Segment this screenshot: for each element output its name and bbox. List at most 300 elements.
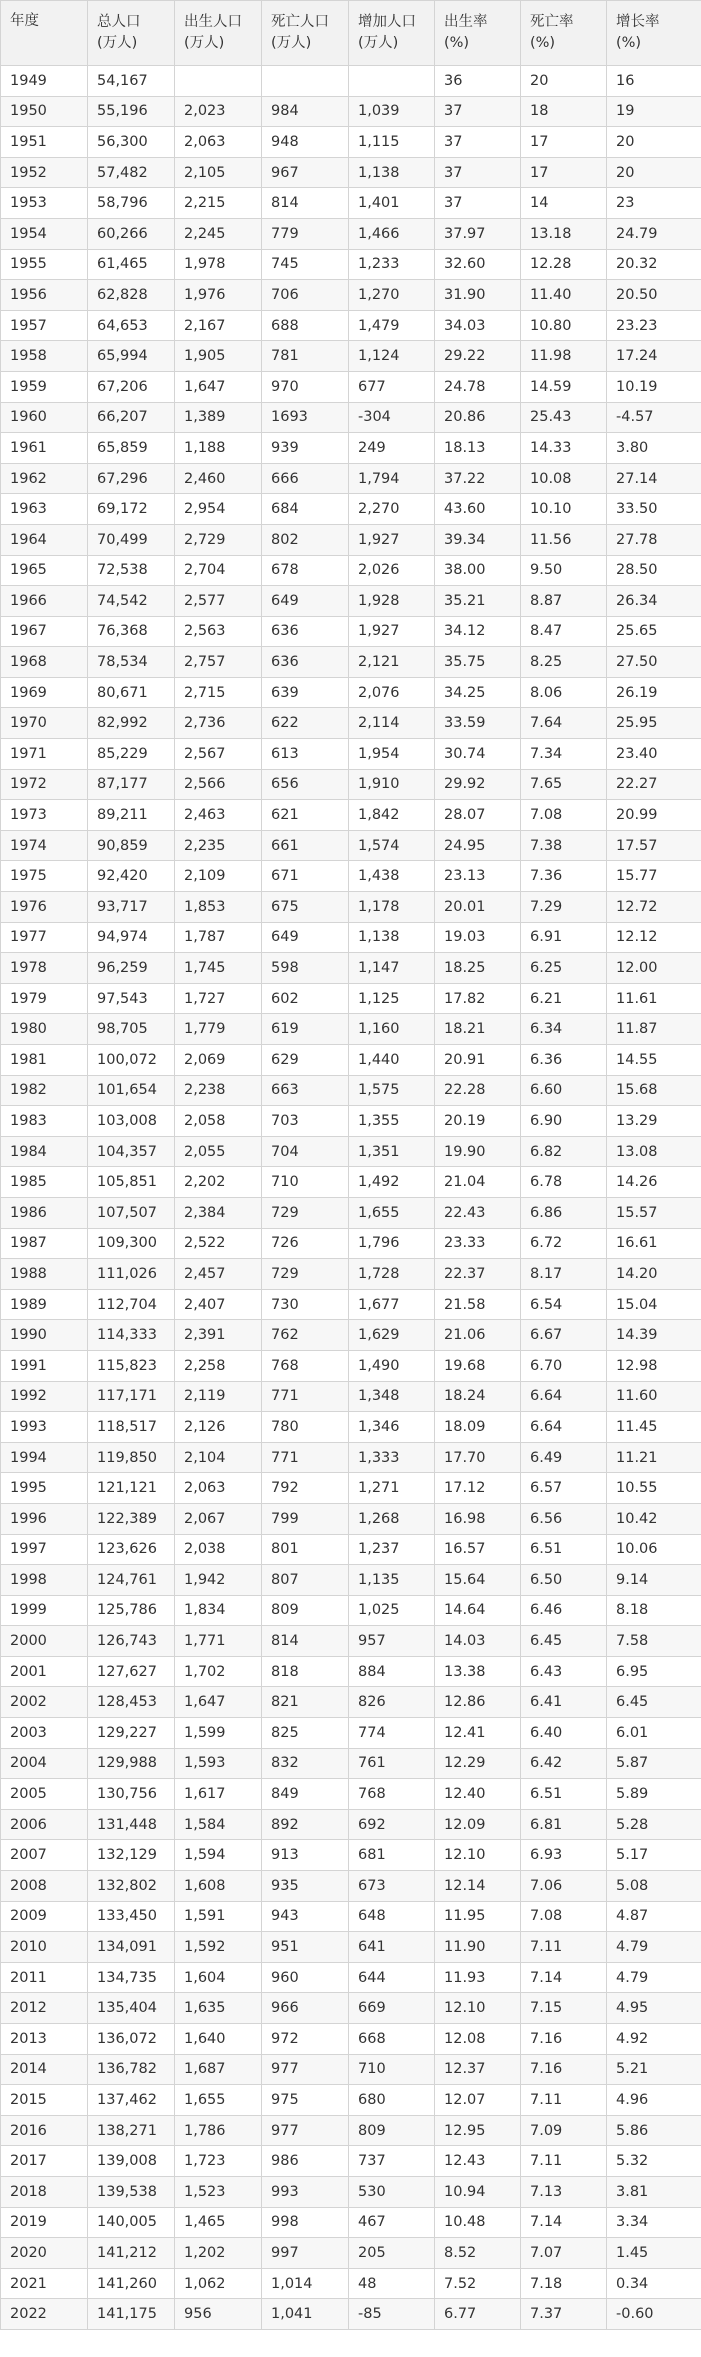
cell-growth-rate: 15.04 <box>607 1289 701 1320</box>
cell-births: 1,591 <box>175 1901 262 1932</box>
cell-year: 2021 <box>1 2268 88 2299</box>
cell-deaths <box>262 66 349 97</box>
cell-birth-rate: 12.10 <box>435 1993 521 2024</box>
cell-births: 2,055 <box>175 1136 262 1167</box>
cell-death-rate: 7.11 <box>521 1932 607 1963</box>
cell-growth-rate: 3.34 <box>607 2207 701 2238</box>
cell-year: 2020 <box>1 2238 88 2269</box>
cell-deaths: 726 <box>262 1228 349 1259</box>
cell-increase: 1,348 <box>349 1381 435 1412</box>
cell-births: 1,745 <box>175 953 262 984</box>
cell-increase: 1,138 <box>349 922 435 953</box>
table-row <box>1 1779 701 1810</box>
cell-deaths: 762 <box>262 1320 349 1351</box>
cell-deaths: 821 <box>262 1687 349 1718</box>
cell-growth-rate: 5.08 <box>607 1871 701 1902</box>
cell-year: 1972 <box>1 769 88 800</box>
cell-total-population: 139,538 <box>88 2176 175 2207</box>
cell-increase: 1,125 <box>349 983 435 1014</box>
cell-deaths: 613 <box>262 739 349 770</box>
cell-growth-rate: 27.14 <box>607 463 701 494</box>
cell-deaths: 1693 <box>262 402 349 433</box>
cell-year: 1987 <box>1 1228 88 1259</box>
cell-death-rate: 9.50 <box>521 555 607 586</box>
table-row <box>1 66 701 97</box>
table-row <box>1 2115 701 2146</box>
cell-deaths: 781 <box>262 341 349 372</box>
table-row <box>1 310 701 341</box>
cell-births: 1,523 <box>175 2176 262 2207</box>
cell-births: 1,723 <box>175 2146 262 2177</box>
cell-growth-rate: 20 <box>607 157 701 188</box>
cell-increase: 1,025 <box>349 1595 435 1626</box>
cell-increase: 884 <box>349 1656 435 1687</box>
cell-births: 2,715 <box>175 677 262 708</box>
cell-increase: 1,479 <box>349 310 435 341</box>
cell-death-rate: 7.18 <box>521 2268 607 2299</box>
cell-births: 1,188 <box>175 433 262 464</box>
cell-total-population: 126,743 <box>88 1626 175 1657</box>
cell-birth-rate: 34.25 <box>435 677 521 708</box>
cell-increase: 2,270 <box>349 494 435 525</box>
cell-year: 1960 <box>1 402 88 433</box>
cell-total-population: 74,542 <box>88 586 175 617</box>
cell-growth-rate: 23 <box>607 188 701 219</box>
cell-total-population: 137,462 <box>88 2085 175 2116</box>
cell-deaths: 639 <box>262 677 349 708</box>
cell-birth-rate: 12.08 <box>435 2024 521 2055</box>
cell-total-population: 141,212 <box>88 2238 175 2269</box>
cell-deaths: 913 <box>262 1840 349 1871</box>
cell-birth-rate: 16.57 <box>435 1534 521 1565</box>
cell-deaths: 975 <box>262 2085 349 2116</box>
cell-births: 1,787 <box>175 922 262 953</box>
cell-births: 2,058 <box>175 1106 262 1137</box>
cell-birth-rate: 29.92 <box>435 769 521 800</box>
header-label: 出生率 <box>444 14 488 30</box>
cell-total-population: 55,196 <box>88 96 175 127</box>
header-unit: (%) <box>444 35 470 51</box>
cell-total-population: 67,296 <box>88 463 175 494</box>
table-row <box>1 463 701 494</box>
table-row <box>1 800 701 831</box>
header-increase <box>349 1 435 66</box>
cell-total-population: 133,450 <box>88 1901 175 1932</box>
cell-death-rate: 17 <box>521 157 607 188</box>
cell-birth-rate: 12.95 <box>435 2115 521 2146</box>
cell-year: 1978 <box>1 953 88 984</box>
cell-total-population: 114,333 <box>88 1320 175 1351</box>
cell-births: 1,202 <box>175 2238 262 2269</box>
header-deaths <box>262 1 349 66</box>
cell-year: 2003 <box>1 1718 88 1749</box>
cell-year: 1956 <box>1 280 88 311</box>
cell-total-population: 136,782 <box>88 2054 175 2085</box>
header-year <box>1 1 88 66</box>
cell-total-population: 80,671 <box>88 677 175 708</box>
cell-increase: 1,351 <box>349 1136 435 1167</box>
cell-increase: 641 <box>349 1932 435 1963</box>
cell-increase: 768 <box>349 1779 435 1810</box>
header-label: 出生人口 <box>184 14 242 30</box>
cell-growth-rate: 5.17 <box>607 1840 701 1871</box>
cell-growth-rate: 14.20 <box>607 1259 701 1290</box>
cell-deaths: 678 <box>262 555 349 586</box>
cell-deaths: 935 <box>262 1871 349 1902</box>
cell-growth-rate: 14.26 <box>607 1167 701 1198</box>
cell-growth-rate: 20.32 <box>607 249 701 280</box>
table-row <box>1 1932 701 1963</box>
header-label: 年度 <box>10 13 39 29</box>
cell-birth-rate: 12.10 <box>435 1840 521 1871</box>
cell-total-population: 65,994 <box>88 341 175 372</box>
cell-deaths: 972 <box>262 2024 349 2055</box>
cell-death-rate: 14 <box>521 188 607 219</box>
cell-total-population: 58,796 <box>88 188 175 219</box>
cell-death-rate: 8.17 <box>521 1259 607 1290</box>
cell-death-rate: 6.41 <box>521 1687 607 1718</box>
header-total-population <box>88 1 175 66</box>
cell-deaths: 807 <box>262 1565 349 1596</box>
cell-growth-rate: 14.55 <box>607 1045 701 1076</box>
cell-increase: 1,271 <box>349 1473 435 1504</box>
cell-growth-rate: 23.23 <box>607 310 701 341</box>
cell-increase: 1,842 <box>349 800 435 831</box>
table-row <box>1 769 701 800</box>
cell-total-population: 97,543 <box>88 983 175 1014</box>
cell-year: 2009 <box>1 1901 88 1932</box>
cell-death-rate: 8.06 <box>521 677 607 708</box>
cell-growth-rate: 5.32 <box>607 2146 701 2177</box>
cell-growth-rate: 5.89 <box>607 1779 701 1810</box>
cell-death-rate: 6.36 <box>521 1045 607 1076</box>
cell-increase: 1,039 <box>349 96 435 127</box>
cell-growth-rate: 4.79 <box>607 1962 701 1993</box>
cell-deaths: 892 <box>262 1809 349 1840</box>
cell-growth-rate: 6.95 <box>607 1656 701 1687</box>
cell-total-population: 64,653 <box>88 310 175 341</box>
cell-birth-rate: 20.19 <box>435 1106 521 1137</box>
cell-year: 1986 <box>1 1197 88 1228</box>
header-row <box>1 1 701 66</box>
cell-total-population: 138,271 <box>88 2115 175 2146</box>
cell-growth-rate: 16 <box>607 66 701 97</box>
cell-growth-rate: 6.45 <box>607 1687 701 1718</box>
cell-birth-rate: 19.68 <box>435 1350 521 1381</box>
cell-deaths: 977 <box>262 2054 349 2085</box>
table-row <box>1 586 701 617</box>
cell-births: 1,594 <box>175 1840 262 1871</box>
table-row <box>1 1197 701 1228</box>
cell-year: 1974 <box>1 830 88 861</box>
cell-deaths: 703 <box>262 1106 349 1137</box>
cell-births: 1,942 <box>175 1565 262 1596</box>
cell-death-rate: 7.37 <box>521 2299 607 2330</box>
cell-deaths: 780 <box>262 1412 349 1443</box>
cell-growth-rate: 13.29 <box>607 1106 701 1137</box>
cell-year: 2014 <box>1 2054 88 2085</box>
cell-birth-rate: 18.25 <box>435 953 521 984</box>
header-label: 死亡人口 <box>271 14 329 30</box>
cell-increase: 1,401 <box>349 188 435 219</box>
cell-increase: 1,466 <box>349 218 435 249</box>
cell-total-population: 139,008 <box>88 2146 175 2177</box>
table-row <box>1 1473 701 1504</box>
table-row <box>1 2085 701 2116</box>
cell-year: 2015 <box>1 2085 88 2116</box>
table-row <box>1 1442 701 1473</box>
cell-death-rate: 10.80 <box>521 310 607 341</box>
cell-total-population: 98,705 <box>88 1014 175 1045</box>
cell-birth-rate: 13.38 <box>435 1656 521 1687</box>
cell-deaths: 802 <box>262 524 349 555</box>
cell-birth-rate: 12.43 <box>435 2146 521 2177</box>
cell-total-population: 62,828 <box>88 280 175 311</box>
cell-death-rate: 18 <box>521 96 607 127</box>
cell-birth-rate: 20.91 <box>435 1045 521 1076</box>
cell-growth-rate: 12.00 <box>607 953 701 984</box>
table-row <box>1 1503 701 1534</box>
cell-deaths: 977 <box>262 2115 349 2146</box>
cell-total-population: 135,404 <box>88 1993 175 2024</box>
cell-birth-rate: 12.37 <box>435 2054 521 2085</box>
cell-growth-rate: 11.21 <box>607 1442 701 1473</box>
cell-birth-rate: 21.58 <box>435 1289 521 1320</box>
cell-year: 1995 <box>1 1473 88 1504</box>
cell-year: 1969 <box>1 677 88 708</box>
cell-year: 1999 <box>1 1595 88 1626</box>
table-row <box>1 1748 701 1779</box>
cell-increase: 1,135 <box>349 1565 435 1596</box>
cell-increase: 1,440 <box>349 1045 435 1076</box>
table-row <box>1 1962 701 1993</box>
cell-death-rate: 7.13 <box>521 2176 607 2207</box>
table-row <box>1 616 701 647</box>
cell-growth-rate: 5.28 <box>607 1809 701 1840</box>
cell-births: 1,635 <box>175 1993 262 2024</box>
cell-growth-rate: 11.61 <box>607 983 701 1014</box>
cell-births: 2,566 <box>175 769 262 800</box>
cell-death-rate: 17 <box>521 127 607 158</box>
cell-total-population: 93,717 <box>88 892 175 923</box>
cell-births: 1,592 <box>175 1932 262 1963</box>
cell-deaths: 768 <box>262 1350 349 1381</box>
cell-increase: 673 <box>349 1871 435 1902</box>
cell-births: 2,023 <box>175 96 262 127</box>
cell-births: 2,104 <box>175 1442 262 1473</box>
cell-growth-rate: -0.60 <box>607 2299 701 2330</box>
cell-death-rate: 6.78 <box>521 1167 607 1198</box>
cell-deaths: 1,014 <box>262 2268 349 2299</box>
cell-death-rate: 12.28 <box>521 249 607 280</box>
cell-total-population: 109,300 <box>88 1228 175 1259</box>
cell-birth-rate: 37.22 <box>435 463 521 494</box>
cell-deaths: 970 <box>262 371 349 402</box>
cell-death-rate: 7.14 <box>521 2207 607 2238</box>
table-row <box>1 402 701 433</box>
cell-births: 1,978 <box>175 249 262 280</box>
table-row <box>1 371 701 402</box>
cell-increase: 1,575 <box>349 1075 435 1106</box>
cell-increase: 1,796 <box>349 1228 435 1259</box>
cell-birth-rate: 12.07 <box>435 2085 521 2116</box>
cell-total-population: 125,786 <box>88 1595 175 1626</box>
cell-increase: 1,138 <box>349 157 435 188</box>
cell-deaths: 814 <box>262 1626 349 1657</box>
cell-total-population: 141,260 <box>88 2268 175 2299</box>
cell-deaths: 666 <box>262 463 349 494</box>
cell-death-rate: 7.29 <box>521 892 607 923</box>
cell-birth-rate: 16.98 <box>435 1503 521 1534</box>
cell-deaths: 779 <box>262 218 349 249</box>
header-growth-rate <box>607 1 701 66</box>
header-unit: (万人) <box>184 35 225 51</box>
cell-total-population: 57,482 <box>88 157 175 188</box>
cell-growth-rate: 12.12 <box>607 922 701 953</box>
cell-births: 1,655 <box>175 2085 262 2116</box>
cell-year: 1971 <box>1 739 88 770</box>
cell-year: 1990 <box>1 1320 88 1351</box>
cell-increase: 2,121 <box>349 647 435 678</box>
cell-births: 1,640 <box>175 2024 262 2055</box>
table-row <box>1 1014 701 1045</box>
cell-year: 2001 <box>1 1656 88 1687</box>
cell-deaths: 688 <box>262 310 349 341</box>
cell-births: 1,702 <box>175 1656 262 1687</box>
cell-deaths: 621 <box>262 800 349 831</box>
cell-total-population: 117,171 <box>88 1381 175 1412</box>
table-row <box>1 1901 701 1932</box>
cell-total-population: 140,005 <box>88 2207 175 2238</box>
cell-births: 2,563 <box>175 616 262 647</box>
cell-births: 2,063 <box>175 127 262 158</box>
cell-death-rate: 6.72 <box>521 1228 607 1259</box>
cell-birth-rate: 18.24 <box>435 1381 521 1412</box>
cell-increase: 2,114 <box>349 708 435 739</box>
cell-births: 2,567 <box>175 739 262 770</box>
cell-births: 1,617 <box>175 1779 262 1810</box>
cell-year: 1959 <box>1 371 88 402</box>
cell-births: 2,757 <box>175 647 262 678</box>
cell-increase: 1,492 <box>349 1167 435 1198</box>
table-row <box>1 1871 701 1902</box>
header-births <box>175 1 262 66</box>
table-row <box>1 2207 701 2238</box>
cell-year: 1981 <box>1 1045 88 1076</box>
cell-increase: 1,346 <box>349 1412 435 1443</box>
table-row <box>1 677 701 708</box>
cell-death-rate: 6.82 <box>521 1136 607 1167</box>
cell-increase: 809 <box>349 2115 435 2146</box>
table-row <box>1 2176 701 2207</box>
cell-growth-rate: 20.50 <box>607 280 701 311</box>
cell-year: 1966 <box>1 586 88 617</box>
cell-increase <box>349 66 435 97</box>
header-birth-rate <box>435 1 521 66</box>
table-row <box>1 2238 701 2269</box>
cell-year: 1991 <box>1 1350 88 1381</box>
cell-year: 1994 <box>1 1442 88 1473</box>
cell-births: 2,105 <box>175 157 262 188</box>
table-row <box>1 1687 701 1718</box>
table-row <box>1 1350 701 1381</box>
cell-year: 1977 <box>1 922 88 953</box>
cell-increase: 644 <box>349 1962 435 1993</box>
cell-increase: 681 <box>349 1840 435 1871</box>
cell-births <box>175 66 262 97</box>
cell-birth-rate: 36 <box>435 66 521 97</box>
cell-increase: 1,928 <box>349 586 435 617</box>
cell-increase: 957 <box>349 1626 435 1657</box>
cell-deaths: 704 <box>262 1136 349 1167</box>
header-unit: (万人) <box>97 35 138 51</box>
cell-year: 1951 <box>1 127 88 158</box>
cell-births: 2,167 <box>175 310 262 341</box>
cell-growth-rate: 17.24 <box>607 341 701 372</box>
table-row <box>1 127 701 158</box>
cell-growth-rate: 28.50 <box>607 555 701 586</box>
cell-growth-rate: 10.06 <box>607 1534 701 1565</box>
cell-births: 2,109 <box>175 861 262 892</box>
cell-birth-rate: 11.90 <box>435 1932 521 1963</box>
table-row <box>1 1626 701 1657</box>
cell-total-population: 128,453 <box>88 1687 175 1718</box>
cell-births: 2,238 <box>175 1075 262 1106</box>
cell-total-population: 96,259 <box>88 953 175 984</box>
table-row <box>1 1993 701 2024</box>
cell-death-rate: 6.46 <box>521 1595 607 1626</box>
header-unit: (万人) <box>358 35 399 51</box>
cell-year: 2012 <box>1 1993 88 2024</box>
cell-births: 1,727 <box>175 983 262 1014</box>
cell-deaths: 730 <box>262 1289 349 1320</box>
cell-death-rate: 6.56 <box>521 1503 607 1534</box>
cell-birth-rate: 14.64 <box>435 1595 521 1626</box>
cell-births: 1,834 <box>175 1595 262 1626</box>
cell-year: 1973 <box>1 800 88 831</box>
cell-year: 1989 <box>1 1289 88 1320</box>
cell-growth-rate: 26.34 <box>607 586 701 617</box>
cell-year: 1983 <box>1 1106 88 1137</box>
cell-year: 1949 <box>1 66 88 97</box>
cell-birth-rate: 33.59 <box>435 708 521 739</box>
cell-total-population: 129,988 <box>88 1748 175 1779</box>
cell-year: 1984 <box>1 1136 88 1167</box>
cell-death-rate: 7.16 <box>521 2054 607 2085</box>
cell-growth-rate: 7.58 <box>607 1626 701 1657</box>
cell-increase: 1,910 <box>349 769 435 800</box>
cell-total-population: 94,974 <box>88 922 175 953</box>
header-unit: (万人) <box>271 35 312 51</box>
cell-death-rate: 8.25 <box>521 647 607 678</box>
table-row <box>1 922 701 953</box>
cell-growth-rate: 19 <box>607 96 701 127</box>
table-row <box>1 953 701 984</box>
cell-death-rate: 20 <box>521 66 607 97</box>
cell-total-population: 132,802 <box>88 1871 175 1902</box>
cell-death-rate: 7.16 <box>521 2024 607 2055</box>
table-row <box>1 1381 701 1412</box>
cell-births: 2,391 <box>175 1320 262 1351</box>
table-row <box>1 1136 701 1167</box>
cell-birth-rate: 18.13 <box>435 433 521 464</box>
cell-total-population: 66,207 <box>88 402 175 433</box>
table-row <box>1 983 701 1014</box>
cell-death-rate: 6.90 <box>521 1106 607 1137</box>
cell-deaths: 729 <box>262 1259 349 1290</box>
cell-deaths: 663 <box>262 1075 349 1106</box>
cell-death-rate: 6.43 <box>521 1656 607 1687</box>
